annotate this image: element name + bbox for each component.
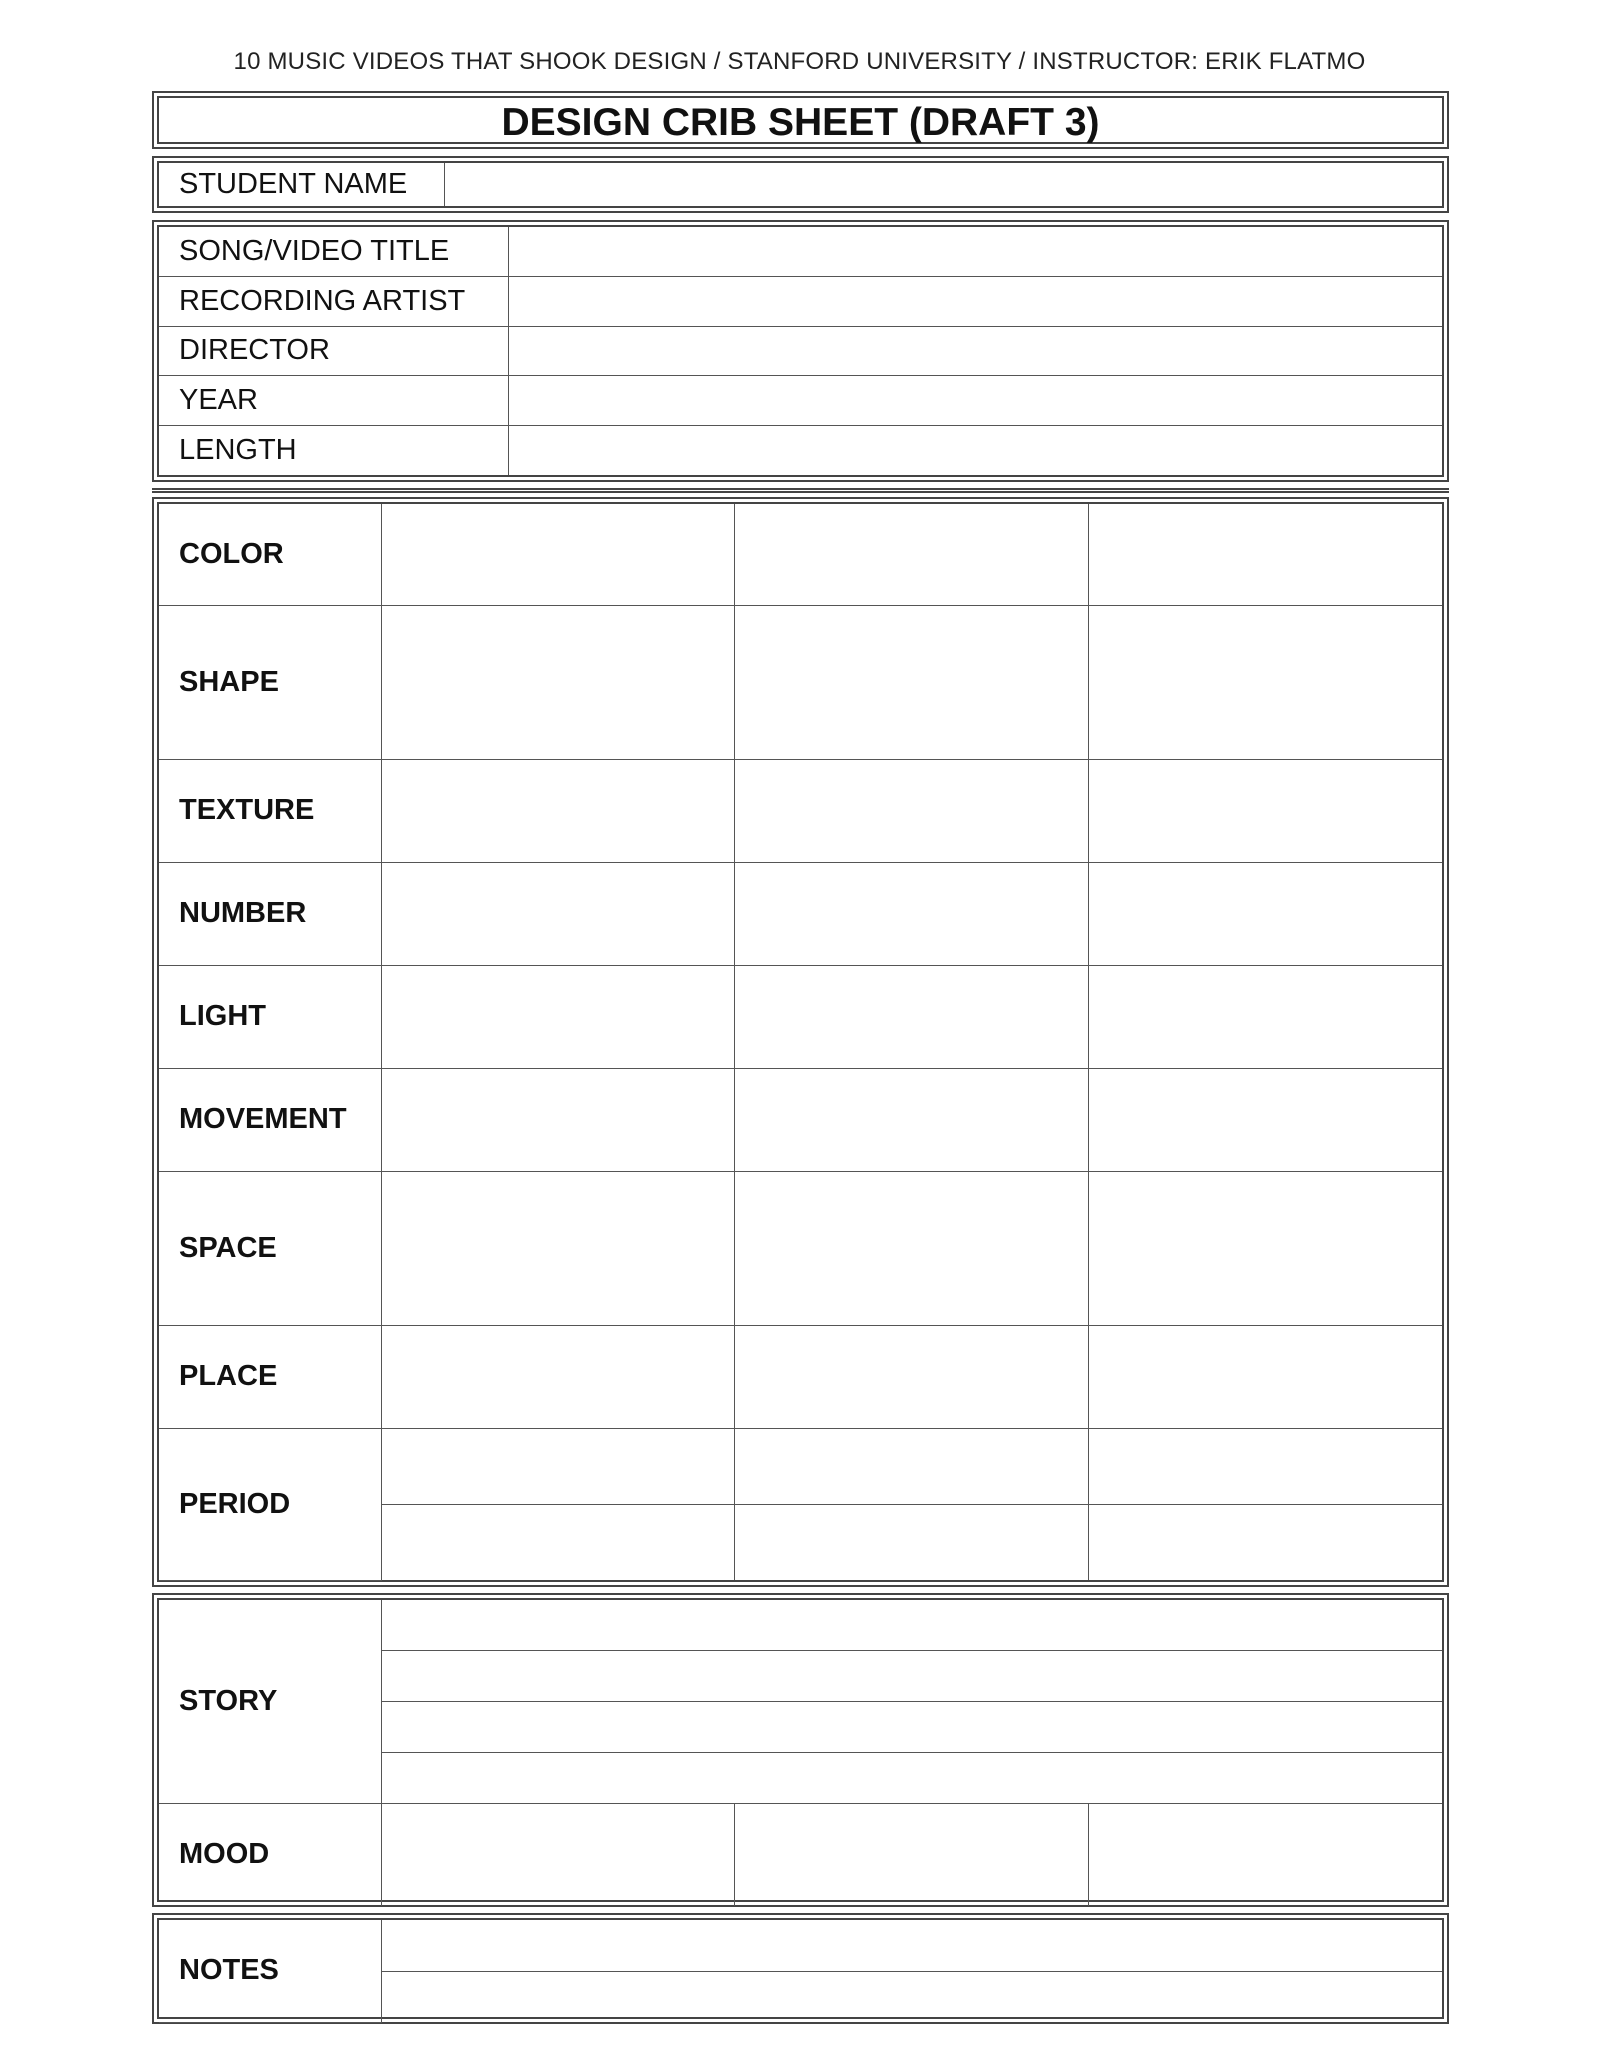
director-label: DIRECTOR xyxy=(159,326,509,376)
section-divider xyxy=(152,488,1449,493)
design-row-light xyxy=(159,965,1442,1068)
light-cell-2[interactable] xyxy=(735,965,1089,1068)
space-cell-1[interactable] xyxy=(381,1171,735,1325)
recording-artist-field[interactable] xyxy=(509,276,1443,326)
color-label: COLOR xyxy=(159,504,381,605)
length-label: LENGTH xyxy=(159,426,509,475)
place-cell-3[interactable] xyxy=(1088,1325,1442,1428)
notes-label: NOTES xyxy=(159,1920,381,2022)
color-cell-2[interactable] xyxy=(735,504,1089,605)
design-row-period xyxy=(159,1428,1442,1504)
period-cell-1b[interactable] xyxy=(381,1504,735,1580)
title-box xyxy=(152,91,1449,149)
texture-cell-1[interactable] xyxy=(381,759,735,862)
design-elements-box xyxy=(152,497,1449,1587)
space-cell-3[interactable] xyxy=(1088,1171,1442,1325)
story-line-2[interactable] xyxy=(381,1650,1442,1701)
shape-cell-3[interactable] xyxy=(1088,605,1442,759)
course-header: 10 MUSIC VIDEOS THAT SHOOK DESIGN / STANFORD UNIVERSITY / INSTRUCTOR: ERIK FLATMO xyxy=(233,48,1366,75)
number-cell-2[interactable] xyxy=(735,862,1089,965)
period-label: PERIOD xyxy=(159,1428,381,1580)
movement-cell-2[interactable] xyxy=(735,1068,1089,1171)
student-name-box xyxy=(152,156,1449,213)
year-label: YEAR xyxy=(159,376,509,426)
story-mood-box xyxy=(152,1593,1449,1907)
period-cell-3a[interactable] xyxy=(1088,1428,1442,1504)
number-label: NUMBER xyxy=(159,862,381,965)
space-label: SPACE xyxy=(159,1171,381,1325)
light-cell-1[interactable] xyxy=(381,965,735,1068)
mood-label: MOOD xyxy=(159,1803,381,1906)
place-label: PLACE xyxy=(159,1325,381,1428)
design-row-color xyxy=(159,504,1442,605)
texture-cell-2[interactable] xyxy=(735,759,1089,862)
design-row-number xyxy=(159,862,1442,965)
song-title-field[interactable] xyxy=(509,227,1443,276)
space-cell-2[interactable] xyxy=(735,1171,1089,1325)
mood-cell-2[interactable] xyxy=(735,1803,1089,1906)
texture-label: TEXTURE xyxy=(159,759,381,862)
movement-cell-1[interactable] xyxy=(381,1068,735,1171)
shape-cell-1[interactable] xyxy=(381,605,735,759)
story-line-4[interactable] xyxy=(381,1752,1442,1803)
recording-artist-label: RECORDING ARTIST xyxy=(159,276,509,326)
story-line-3[interactable] xyxy=(381,1701,1442,1752)
shape-cell-2[interactable] xyxy=(735,605,1089,759)
period-cell-2b[interactable] xyxy=(735,1504,1089,1580)
story-label: STORY xyxy=(159,1600,381,1803)
design-row-shape xyxy=(159,605,1442,759)
light-cell-3[interactable] xyxy=(1088,965,1442,1068)
design-row-texture xyxy=(159,759,1442,862)
story-line-1[interactable] xyxy=(381,1600,1442,1650)
light-label: LIGHT xyxy=(159,965,381,1068)
song-title-label: SONG/VIDEO TITLE xyxy=(159,227,509,276)
mood-cell-1[interactable] xyxy=(381,1803,735,1906)
number-cell-1[interactable] xyxy=(381,862,735,965)
texture-cell-3[interactable] xyxy=(1088,759,1442,862)
student-name-field[interactable] xyxy=(445,163,1443,206)
place-cell-2[interactable] xyxy=(735,1325,1089,1428)
period-cell-2a[interactable] xyxy=(735,1428,1089,1504)
length-field[interactable] xyxy=(509,426,1443,475)
movement-cell-3[interactable] xyxy=(1088,1068,1442,1171)
page-title: DESIGN CRIB SHEET (DRAFT 3) xyxy=(501,101,1100,144)
notes-line-2[interactable] xyxy=(381,1971,1442,2022)
director-field[interactable] xyxy=(509,326,1443,376)
student-name-label: STUDENT NAME xyxy=(159,163,445,206)
color-cell-1[interactable] xyxy=(381,504,735,605)
design-row-place xyxy=(159,1325,1442,1428)
design-row-movement xyxy=(159,1068,1442,1171)
shape-label: SHAPE xyxy=(159,605,381,759)
number-cell-3[interactable] xyxy=(1088,862,1442,965)
notes-line-1[interactable] xyxy=(381,1920,1442,1971)
movement-label: MOVEMENT xyxy=(159,1068,381,1171)
color-cell-3[interactable] xyxy=(1088,504,1442,605)
period-cell-1a[interactable] xyxy=(381,1428,735,1504)
place-cell-1[interactable] xyxy=(381,1325,735,1428)
year-field[interactable] xyxy=(509,376,1443,426)
period-cell-3b[interactable] xyxy=(1088,1504,1442,1580)
video-info-box xyxy=(152,220,1449,482)
design-row-space xyxy=(159,1171,1442,1325)
notes-box xyxy=(152,1913,1449,2024)
mood-cell-3[interactable] xyxy=(1088,1803,1442,1906)
